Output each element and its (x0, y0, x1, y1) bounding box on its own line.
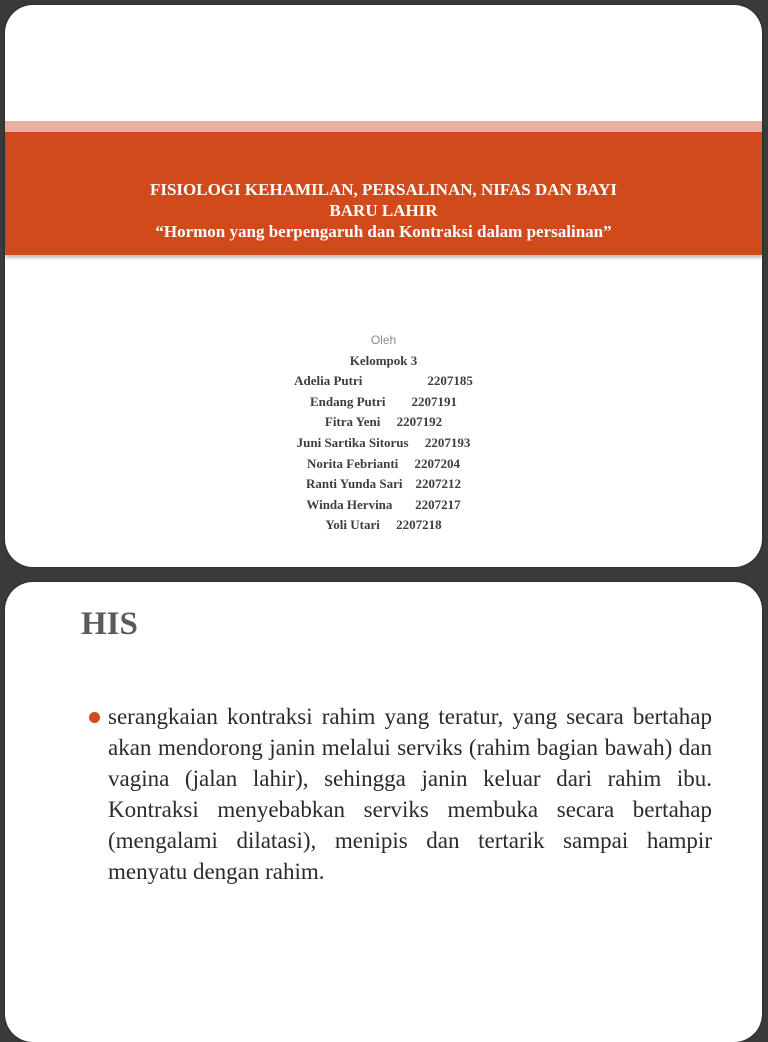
title-line-1: FISIOLOGI KEHAMILAN, PERSALINAN, NIFAS DAN BAYI (149, 180, 618, 199)
slide-heading: HIS (81, 606, 138, 642)
content-slide (5, 582, 762, 1042)
slide-subtitle: “Hormon yang berpengaruh dan Kontraksi dalam persalinan” (155, 222, 612, 241)
title-band (5, 132, 762, 255)
member-item: Norita Febrianti 2207204 (306, 455, 461, 471)
member-item: Ranti Yunda Sari 2207212 (305, 476, 462, 492)
member-item: Winda Hervina 2207217 (306, 496, 461, 512)
member-item: Adelia Putri 2207185 (294, 373, 473, 389)
member-item: Yoli Utari 2207218 (325, 517, 442, 533)
member-item: Juni Sartika Sitorus 2207193 (296, 434, 471, 450)
title-line-2: BARU LAHIR (329, 201, 438, 220)
member-item: Endang Putri 2207191 (310, 393, 457, 409)
member-item: Fitra Yeni 2207192 (324, 414, 443, 430)
member-list (5, 330, 762, 536)
title-slide (5, 5, 762, 567)
by-label: Oleh (370, 333, 397, 347)
slide-body-text: serangkaian kontraksi rahim yang teratur, yang secara bertahap akan mendorong janin melalui serviks (rahim bagian bawah) dan vagina (jalan lahir), sehingga janin keluar dari rahim ibu. Kontraksi menyebabkan serviks membuka secara bertahap (mengalami dilatasi), menipis dan tertarik sampai hampir menyatu dengan rahim. (108, 704, 712, 884)
group-name: Kelompok 3 (349, 352, 418, 368)
slide-title (45, 179, 722, 242)
decorative-strip (5, 121, 762, 132)
bullet-icon (89, 712, 100, 723)
